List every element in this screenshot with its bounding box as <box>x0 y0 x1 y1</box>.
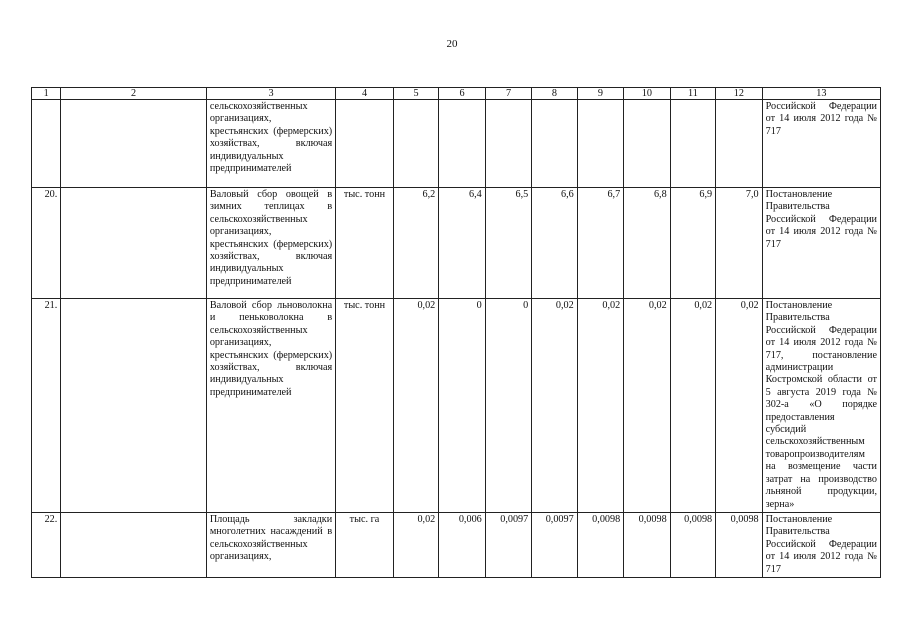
row-value: 0,006 <box>439 512 485 577</box>
row-value: 6,6 <box>532 188 577 299</box>
column-header: 4 <box>336 88 394 100</box>
table-header-row <box>32 88 881 100</box>
row-value: 0,02 <box>577 299 623 513</box>
row-value: 0,02 <box>716 299 762 513</box>
row-value: 0,02 <box>670 299 715 513</box>
table-row <box>32 299 881 513</box>
row-value: 7,0 <box>716 188 762 299</box>
row-unit: тыс. га <box>336 512 394 577</box>
row-value <box>670 100 715 188</box>
column-header: 9 <box>577 88 623 100</box>
column-header: 5 <box>393 88 438 100</box>
row-value: 0,02 <box>532 299 577 513</box>
row-value <box>577 100 623 188</box>
row-value: 0,0098 <box>624 512 670 577</box>
row-col2 <box>61 512 207 577</box>
page-number: 20 <box>446 38 458 50</box>
row-value: 6,5 <box>485 188 531 299</box>
row-col2 <box>61 299 207 513</box>
row-unit: тыс. тонн <box>336 188 394 299</box>
column-header: 3 <box>206 88 335 100</box>
row-value: 0,02 <box>393 512 438 577</box>
table-row <box>32 188 881 299</box>
row-basis: Российской Федерации от 14 июля 2012 года № 717 <box>762 100 880 188</box>
row-value: 0 <box>485 299 531 513</box>
row-value <box>624 100 670 188</box>
row-value <box>393 100 438 188</box>
row-value <box>716 100 762 188</box>
column-header: 13 <box>762 88 880 100</box>
column-header: 6 <box>439 88 485 100</box>
column-header: 8 <box>532 88 577 100</box>
column-header: 7 <box>485 88 531 100</box>
row-basis: Постановление Правительства Российской Федерации от 14 июля 2012 года № 717 <box>762 188 880 299</box>
table-row <box>32 100 881 188</box>
row-value: 6,7 <box>577 188 623 299</box>
row-basis: Постановление Правительства Российской Федерации от 14 июля 2012 года № 717 <box>762 512 880 577</box>
row-unit: тыс. тонн <box>336 299 394 513</box>
row-indicator: Валовый сбор овощей в зимних теплицах в сельскохозяйственных организациях, крестьянских (фермерских) хозяйствах, включая индивидуальных предпринимателей <box>206 188 335 299</box>
row-value: 0 <box>439 299 485 513</box>
column-header: 2 <box>61 88 207 100</box>
row-number: 20. <box>32 188 61 299</box>
column-header: 11 <box>670 88 715 100</box>
row-value: 0,0098 <box>716 512 762 577</box>
row-value: 0,0097 <box>532 512 577 577</box>
row-value: 0,0098 <box>577 512 623 577</box>
row-col2 <box>61 188 207 299</box>
row-indicator: Валовой сбор льноволокна и пеньковолокна в сельскохозяйственных организациях, крестьянских (фермерских) хозяйствах, включая индивидуальных предпринимателей <box>206 299 335 513</box>
row-value: 6,8 <box>624 188 670 299</box>
row-value: 6,4 <box>439 188 485 299</box>
table-row <box>32 512 881 577</box>
row-value: 6,2 <box>393 188 438 299</box>
row-value <box>439 100 485 188</box>
column-header: 10 <box>624 88 670 100</box>
column-header: 1 <box>32 88 61 100</box>
row-value <box>485 100 531 188</box>
row-value: 6,9 <box>670 188 715 299</box>
row-indicator: сельскохозяйственных организациях, крестьянских (фермерских) хозяйствах, включая индивидуальных предпринимателей <box>206 100 335 188</box>
targets-table <box>31 87 881 578</box>
row-col2 <box>61 100 207 188</box>
row-indicator: Площадь закладки многолетних насаждений в сельскохозяйственных организациях, <box>206 512 335 577</box>
row-value <box>532 100 577 188</box>
row-value: 0,02 <box>624 299 670 513</box>
column-header: 12 <box>716 88 762 100</box>
row-number <box>32 100 61 188</box>
row-value: 0,0097 <box>485 512 531 577</box>
row-value: 0,02 <box>393 299 438 513</box>
row-number: 21. <box>32 299 61 513</box>
row-basis: Постановление Правительства Российской Федерации от 14 июля 2012 года № 717, постановление администрации Костромской области от 5 августа 2019 года № 302-а «О порядке предоставления субсидий сельскохозяйственным товаропроизводителям на возмещение части затрат на производство льняной продукции, зерна» <box>762 299 880 513</box>
row-unit <box>336 100 394 188</box>
row-value: 0,0098 <box>670 512 715 577</box>
row-number: 22. <box>32 512 61 577</box>
